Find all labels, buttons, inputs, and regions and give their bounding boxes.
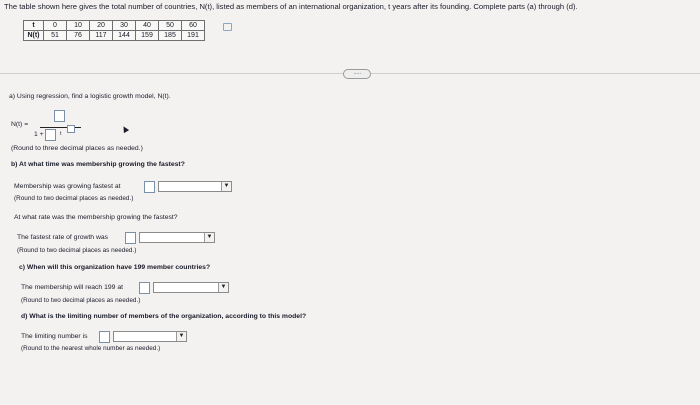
part-d-note: (Round to the nearest whole number as needed.) — [21, 345, 161, 352]
table-cell: 40 — [136, 21, 159, 31]
fastest-time-input[interactable] — [144, 181, 155, 193]
exponent-input[interactable] — [67, 125, 75, 133]
part-b-rate-label: The fastest rate of growth was — [17, 234, 109, 241]
part-b-rate-note: (Round to two decimal places as needed.) — [17, 247, 137, 254]
data-table — [23, 20, 205, 41]
part-b-prompt: b) At what time was membership growing the fastest? — [11, 161, 185, 168]
table-cell: 76 — [67, 31, 90, 41]
table-cell: 117 — [90, 31, 113, 41]
part-b-note: (Round to two decimal places as needed.) — [14, 195, 134, 202]
fastest-rate-unit-dropdown[interactable] — [139, 232, 215, 243]
limiting-number-unit-dropdown[interactable] — [113, 331, 187, 342]
row-label-t: t — [24, 21, 44, 31]
exponent-var: t — [60, 131, 62, 137]
chevron-down-icon: ▼ — [176, 332, 186, 341]
chevron-down-icon: ▼ — [218, 283, 228, 292]
part-a-note: (Round to three decimal places as needed.) — [11, 145, 143, 152]
fastest-rate-input[interactable] — [125, 232, 136, 244]
part-a-prompt: a) Using regression, find a logistic growth model, N(t). — [9, 93, 171, 100]
table-cell: 144 — [113, 31, 136, 41]
table-row — [24, 21, 205, 31]
table-cell: 50 — [159, 21, 182, 31]
table-cell: 185 — [159, 31, 182, 41]
table-cell: 60 — [182, 21, 205, 31]
part-d-prompt: d) What is the limiting number of members of the organization, according to this model? — [21, 313, 307, 320]
reach-199-unit-dropdown[interactable] — [153, 282, 229, 293]
problem-intro: The table shown here gives the total number of countries, N(t), listed as members of an international organization, t years after its founding. Complete parts (a) through (d). — [4, 2, 578, 11]
table-cell: 20 — [90, 21, 113, 31]
part-c-prompt: c) When will this organization have 199 member countries? — [19, 264, 211, 271]
fastest-time-unit-dropdown[interactable] — [158, 181, 232, 192]
limiting-number-input[interactable] — [99, 331, 110, 343]
table-cell: 0 — [44, 21, 67, 31]
table-cell: 191 — [182, 31, 205, 41]
part-c-answer-label: The membership will reach 199 at — [21, 284, 123, 291]
part-d-answer-label: The limiting number is — [21, 333, 88, 340]
chevron-down-icon: ▼ — [221, 182, 231, 191]
table-cell: 30 — [113, 21, 136, 31]
coefficient-input[interactable] — [45, 129, 56, 141]
reach-199-input[interactable] — [139, 282, 150, 294]
model-lhs: N(t) = — [11, 121, 29, 128]
denominator-prefix: 1 + — [34, 131, 44, 138]
expand-more-button[interactable]: ····· — [343, 69, 371, 79]
copy-data-icon[interactable] — [223, 23, 232, 31]
numerator-input[interactable] — [54, 110, 65, 122]
mouse-cursor-icon — [121, 125, 129, 133]
table-row — [24, 31, 205, 41]
row-label-n: N(t) — [24, 31, 44, 41]
table-cell: 10 — [67, 21, 90, 31]
chevron-down-icon: ▼ — [204, 233, 214, 242]
part-c-note: (Round to two decimal places as needed.) — [21, 297, 141, 304]
table-cell: 51 — [44, 31, 67, 41]
table-cell: 159 — [136, 31, 159, 41]
part-b-rate-prompt: At what rate was the membership growing the fastest? — [14, 214, 178, 221]
part-b-answer-label: Membership was growing fastest at — [14, 183, 121, 190]
